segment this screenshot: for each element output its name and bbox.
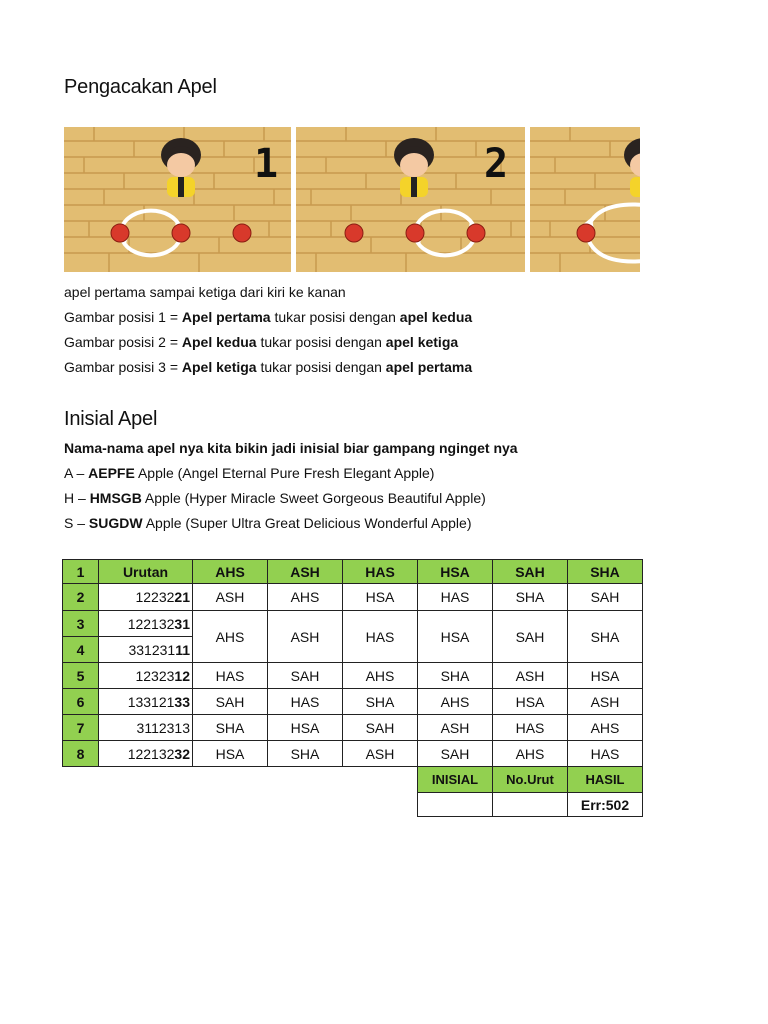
table-cell: HAS bbox=[268, 689, 343, 715]
header-col: HSA bbox=[418, 560, 493, 584]
initial-item-a: A – AEPFE Apple (Angel Eternal Pure Fresh Elegant Apple) bbox=[64, 465, 435, 481]
table-cell: SAH bbox=[418, 741, 493, 767]
swap-intro: apel pertama sampai ketiga dari kiri ke kanan bbox=[64, 284, 346, 300]
svg-text:1: 1 bbox=[254, 141, 279, 187]
table-cell: ASH bbox=[568, 689, 643, 715]
row-number: 7 bbox=[63, 715, 99, 741]
table-row bbox=[63, 741, 643, 767]
inisial-value[interactable] bbox=[418, 793, 493, 817]
header-col: HAS bbox=[343, 560, 418, 584]
swap-line-2: Gambar posisi 2 = Apel kedua tukar posisi dengan apel ketiga bbox=[64, 334, 459, 350]
table-cell: SHA bbox=[493, 584, 568, 611]
table-header-row bbox=[63, 560, 643, 584]
frame-1 bbox=[64, 127, 291, 272]
swap-line-3: Gambar posisi 3 = Apel ketiga tukar posisi dengan apel pertama bbox=[64, 359, 473, 375]
table-cell: SAH bbox=[343, 715, 418, 741]
table-cell: AHS bbox=[193, 611, 268, 663]
blank-cell bbox=[268, 793, 343, 817]
urutan-cell: 12213231 bbox=[99, 611, 193, 637]
table-row bbox=[63, 715, 643, 741]
table-cell: ASH bbox=[193, 584, 268, 611]
row-number: 8 bbox=[63, 741, 99, 767]
table-cell: HAS bbox=[568, 741, 643, 767]
table-cell: ASH bbox=[268, 611, 343, 663]
table-cell: SAH bbox=[568, 584, 643, 611]
blank-cell bbox=[343, 793, 418, 817]
frame-2 bbox=[296, 127, 525, 272]
urutan-cell: 1232312 bbox=[99, 663, 193, 689]
urutan-cell: 3112313 bbox=[99, 715, 193, 741]
table-cell: HAS bbox=[493, 715, 568, 741]
initials-intro: Nama-nama apel nya kita bikin jadi inisial biar gampang nginget nya bbox=[64, 440, 518, 456]
table-cell: HSA bbox=[193, 741, 268, 767]
table-cell: SHA bbox=[343, 689, 418, 715]
urutan-cell: 33123111 bbox=[99, 637, 193, 663]
urutan-cell: 12213232 bbox=[99, 741, 193, 767]
table-cell: SHA bbox=[418, 663, 493, 689]
table-cell: ASH bbox=[493, 663, 568, 689]
table-cell: HSA bbox=[418, 611, 493, 663]
table-cell: HSA bbox=[268, 715, 343, 741]
table-row bbox=[63, 584, 643, 611]
table-cell: SAH bbox=[268, 663, 343, 689]
blank-cell bbox=[193, 767, 268, 793]
row-number: 5 bbox=[63, 663, 99, 689]
hasil-value: Err:502 bbox=[568, 793, 643, 817]
table-cell: AHS bbox=[343, 663, 418, 689]
blank-cell bbox=[99, 793, 193, 817]
table-cell: AHS bbox=[268, 584, 343, 611]
row-number: 6 bbox=[63, 689, 99, 715]
row-number: 2 bbox=[63, 584, 99, 611]
table-row bbox=[63, 663, 643, 689]
table-cell: HAS bbox=[343, 611, 418, 663]
blank-cell bbox=[343, 767, 418, 793]
table-cell: AHS bbox=[568, 715, 643, 741]
table-footer-values bbox=[63, 793, 643, 817]
frame-3 bbox=[530, 127, 640, 272]
header-col: ASH bbox=[268, 560, 343, 584]
swap-description bbox=[64, 280, 472, 380]
initials-list bbox=[64, 436, 518, 536]
blank-cell bbox=[63, 793, 99, 817]
blank-cell bbox=[268, 767, 343, 793]
table-cell: SAH bbox=[193, 689, 268, 715]
header-col: SAH bbox=[493, 560, 568, 584]
blank-cell bbox=[99, 767, 193, 793]
footer-label-inisial: INISIAL bbox=[418, 767, 493, 793]
section-title-inisial: Inisial Apel bbox=[64, 408, 158, 430]
table-cell: HSA bbox=[493, 689, 568, 715]
urutan-cell: 1223221 bbox=[99, 584, 193, 611]
row-number: 1 bbox=[63, 560, 99, 584]
table-cell: SHA bbox=[568, 611, 643, 663]
apple-shuffle-frames bbox=[64, 127, 640, 272]
table-cell: HSA bbox=[568, 663, 643, 689]
table-cell: HSA bbox=[343, 584, 418, 611]
blank-cell bbox=[63, 767, 99, 793]
no-urut-value[interactable] bbox=[493, 793, 568, 817]
table-cell: ASH bbox=[418, 715, 493, 741]
table-cell: SHA bbox=[268, 741, 343, 767]
table-row bbox=[63, 689, 643, 715]
row-number: 3 bbox=[63, 611, 99, 637]
footer-label-hasil: HASIL bbox=[568, 767, 643, 793]
initial-item-s: S – SUGDW Apple (Super Ultra Great Delicious Wonderful Apple) bbox=[64, 515, 472, 531]
table-cell: ASH bbox=[343, 741, 418, 767]
header-col: SHA bbox=[568, 560, 643, 584]
table-cell: SHA bbox=[193, 715, 268, 741]
table-cell: AHS bbox=[418, 689, 493, 715]
footer-label-no-urut: No.Urut bbox=[493, 767, 568, 793]
table-cell: AHS bbox=[493, 741, 568, 767]
table-footer-labels bbox=[63, 767, 643, 793]
table-cell: SAH bbox=[493, 611, 568, 663]
initial-item-h: H – HMSGB Apple (Hyper Miracle Sweet Gorgeous Beautiful Apple) bbox=[64, 490, 486, 506]
table-cell: HAS bbox=[193, 663, 268, 689]
row-number: 4 bbox=[63, 637, 99, 663]
header-col: AHS bbox=[193, 560, 268, 584]
order-table bbox=[62, 559, 643, 817]
urutan-cell: 13312133 bbox=[99, 689, 193, 715]
table-row bbox=[63, 611, 643, 637]
section-title-pengacakan: Pengacakan Apel bbox=[64, 76, 217, 98]
blank-cell bbox=[193, 793, 268, 817]
table-cell: HAS bbox=[418, 584, 493, 611]
header-urutan: Urutan bbox=[99, 560, 193, 584]
swap-line-1: Gambar posisi 1 = Apel pertama tukar posisi dengan apel kedua bbox=[64, 309, 473, 325]
svg-text:2: 2 bbox=[484, 141, 509, 187]
